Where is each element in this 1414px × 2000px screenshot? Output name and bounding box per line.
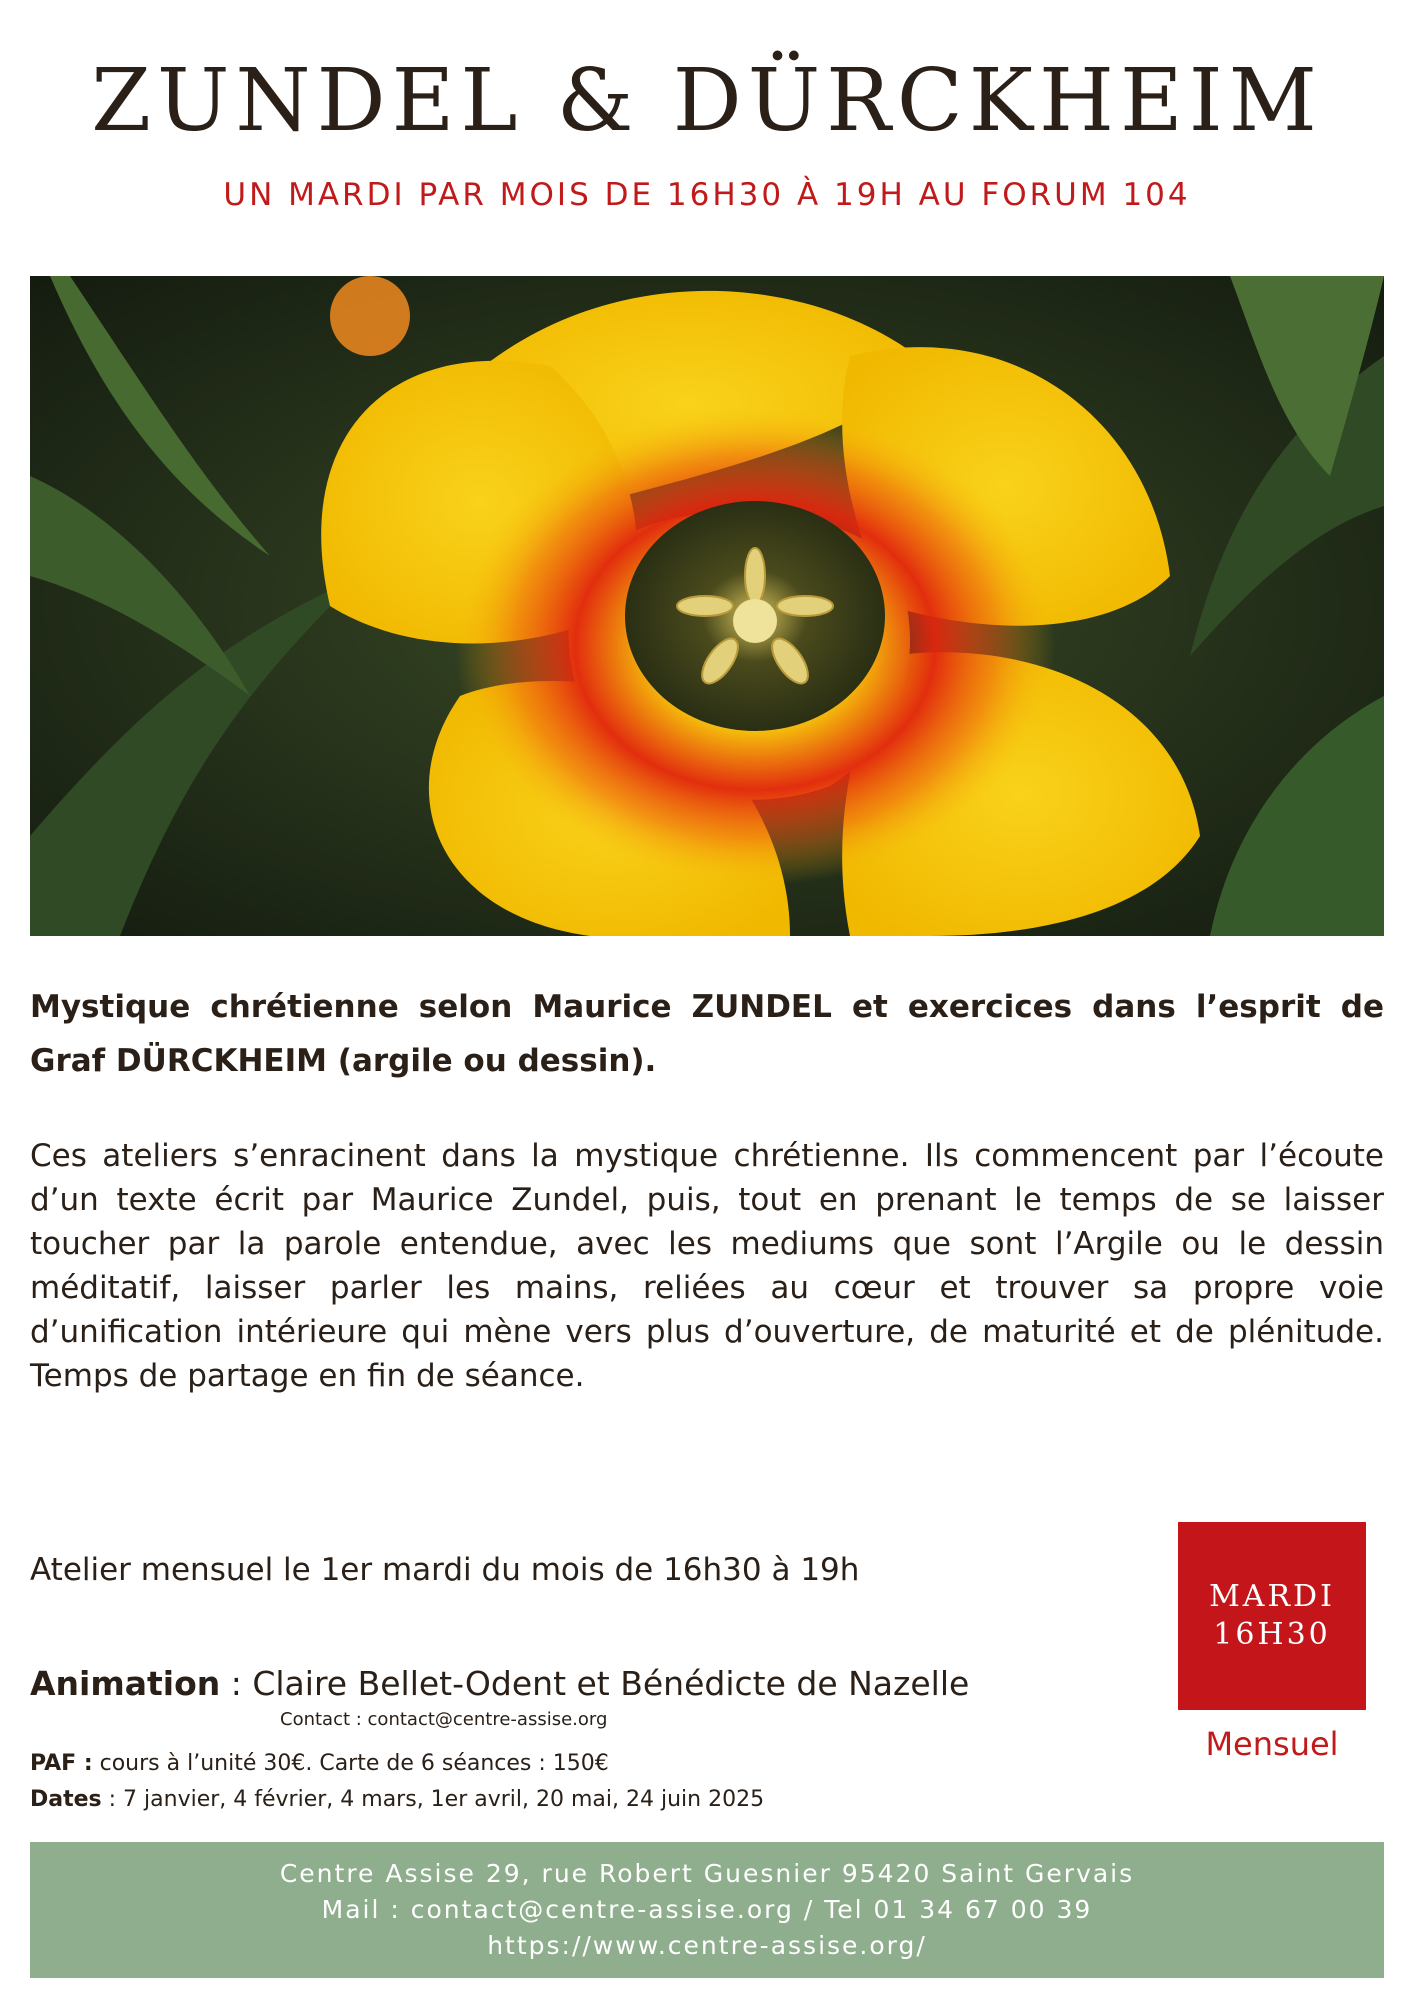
page-title: ZUNDEL & DÜRCKHEIM (91, 51, 1323, 151)
animation-label: Animation (30, 1664, 221, 1703)
contact-line: Contact : contact@centre-assise.org (280, 1709, 608, 1730)
paf-line (30, 1748, 609, 1780)
animation-line (30, 1662, 969, 1706)
tulip-illustration (30, 276, 1384, 936)
badge-time: 16H30 (1213, 1617, 1331, 1652)
dates-line (30, 1784, 764, 1816)
badge-caption: Mensuel (1205, 1725, 1339, 1763)
dates-label: Dates (30, 1787, 102, 1812)
animation-value: : Claire Bellet-Odent et Bénédicte de Nazelle (220, 1664, 970, 1703)
page-subtitle: UN MARDI PAR MOIS DE 16H30 À 19H AU FORUM 104 (223, 177, 1191, 213)
lead-paragraph: Mystique chrétienne selon Maurice ZUNDEL et exercices dans l’esprit de Graf DÜRCKHEIM (argile ou dessin). (30, 989, 1384, 1079)
schedule-text: Atelier mensuel le 1er mardi du mois de 16h30 à 19h (30, 1552, 860, 1588)
description-paragraph: Ces ateliers s’enracinent dans la mystique chrétienne. Ils commencent par l’écoute d’un texte écrit par Maurice Zundel, puis, tout en prenant le temps de se laisser toucher par la parole entendue, avec les mediums que sont l’Argile ou le dessin méditatif, laisser parler les mains, reliées au cœur et trouver sa propre voie d’unification intérieure qui mène vers plus d’ouverture, de maturité et de plénitude. Temps de partage en fin de séance. (30, 1138, 1384, 1394)
footer-contact-box (30, 1842, 1384, 1978)
footer-website-link[interactable]: https://www.centre-assise.org/ (487, 1931, 927, 1960)
badge-day: MARDI (1209, 1579, 1335, 1614)
footer-address: Centre Assise 29, rue Robert Guesnier 95420 Saint Gervais (279, 1859, 1135, 1888)
footer-mail-phone: Mail : contact@centre-assise.org / Tel 01 34 67 00 39 (321, 1895, 1093, 1924)
paf-label: PAF : (30, 1751, 93, 1776)
paf-value: cours à l’unité 30€. Carte de 6 séances : 150€ (92, 1751, 609, 1776)
dates-value: : 7 janvier, 4 février, 4 mars, 1er avril, 20 mai, 24 juin 2025 (101, 1787, 765, 1812)
day-time-badge (1178, 1522, 1366, 1710)
tulip-photo (30, 276, 1384, 936)
